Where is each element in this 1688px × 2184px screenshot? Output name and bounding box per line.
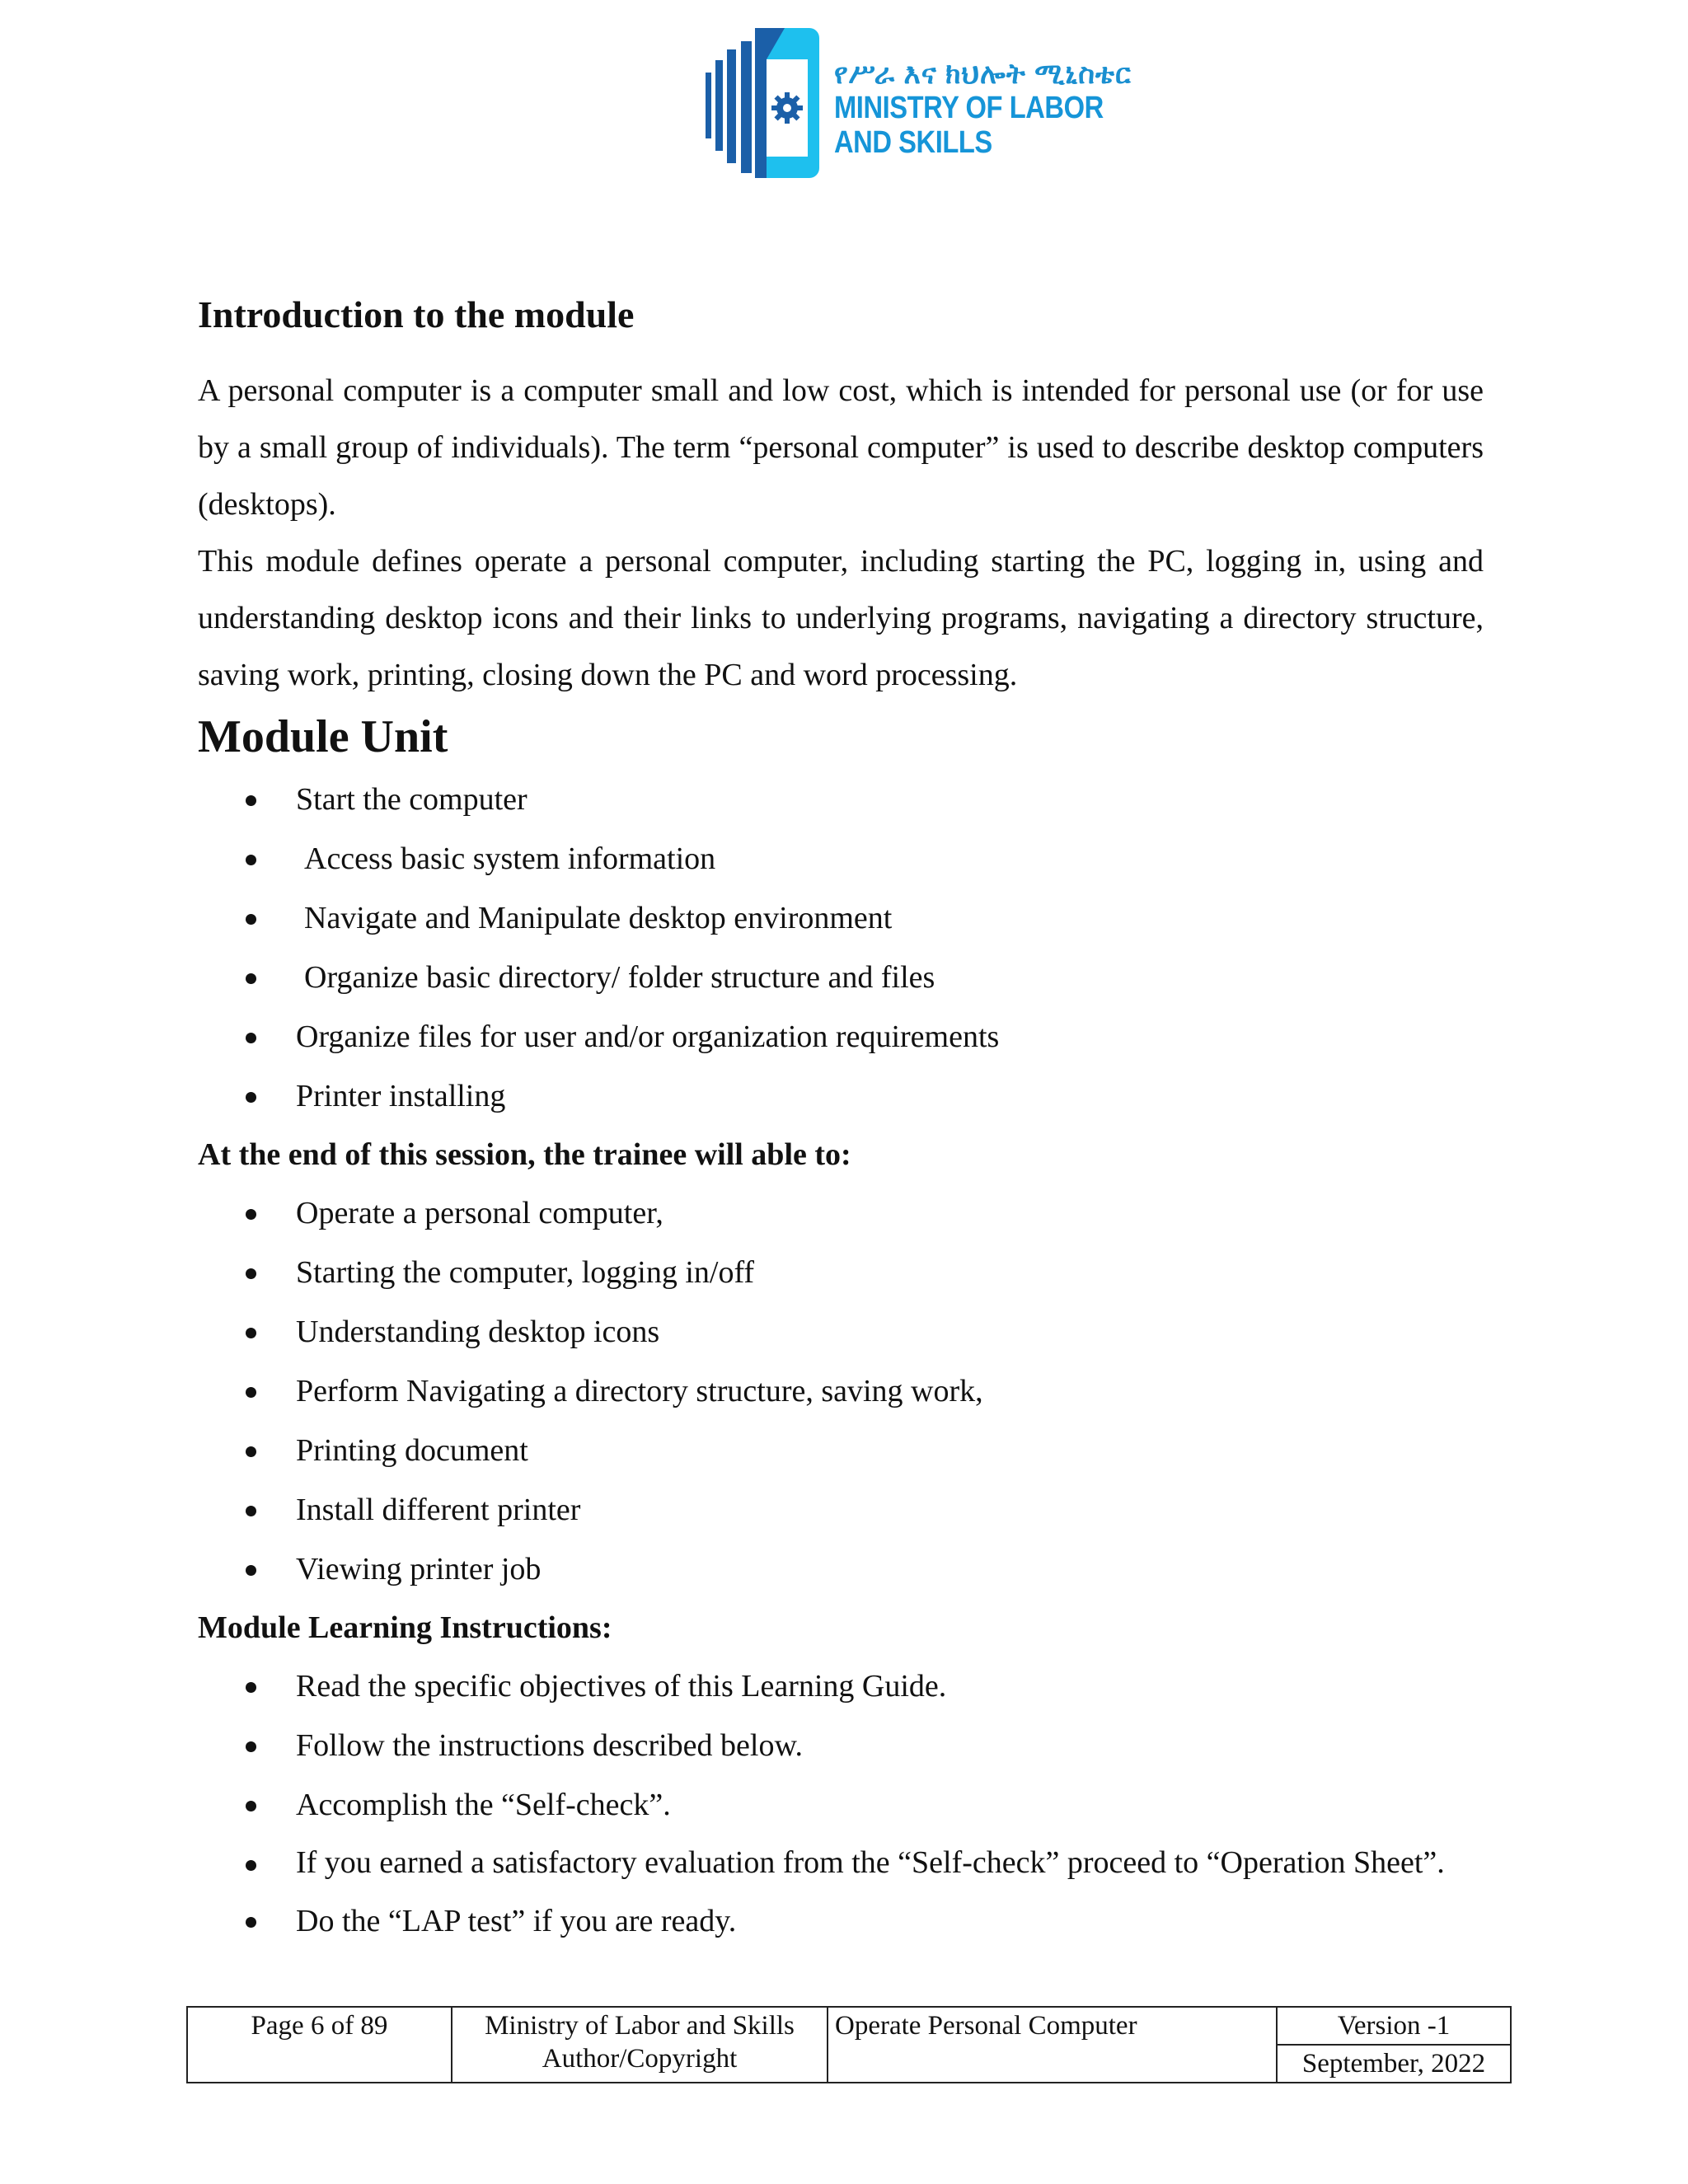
ministry-logo	[706, 23, 1132, 180]
bullet-icon	[246, 1917, 256, 1928]
bullet-icon	[246, 1328, 256, 1338]
list-item: Viewing printer job	[198, 1540, 1484, 1599]
logo-name-line1: MINISTRY OF LABOR	[834, 91, 1104, 125]
intro-paragraph-2: This module defines operate a personal computer, including starting the PC, logging in, using and understanding desktop icons and their links to underlying programs, navigating a directory structure, saving work, printing, closing down the PC and word processing.	[198, 544, 1484, 692]
bullet-icon	[246, 855, 256, 865]
bullet-icon	[246, 1682, 256, 1693]
page-content	[198, 290, 1484, 1951]
bullet-icon	[246, 795, 256, 806]
instructions-heading: Module Learning Instructions:	[198, 1610, 612, 1645]
list-item: Read the specific objectives of this Learning Guide.	[198, 1657, 1484, 1716]
footer-date: September, 2022	[1277, 2045, 1511, 2083]
bullet-icon	[246, 1860, 256, 1871]
intro-heading: Introduction to the module	[198, 293, 635, 335]
bullet-icon	[246, 914, 256, 925]
bullet-icon	[246, 1387, 256, 1398]
bullet-icon	[246, 1506, 256, 1516]
footer-organization: Ministry of Labor and Skills Author/Copyright	[452, 2007, 828, 2083]
bullet-icon	[246, 1268, 256, 1279]
page-footer	[186, 2006, 1512, 2083]
list-item: Operate a personal computer,	[198, 1183, 1484, 1243]
outcomes-heading: At the end of this session, the trainee will able to:	[198, 1137, 851, 1172]
list-item: Organize basic directory/ folder structure and files	[198, 948, 1484, 1007]
logo-name-line2: AND SKILLS	[834, 125, 992, 160]
list-item: Perform Navigating a directory structure, saving work,	[198, 1361, 1484, 1421]
intro-paragraph-1: A personal computer is a computer small and low cost, which is intended for personal use (or for use by a small group of individuals). The term “personal computer” is used to describe desktop computers (desktops).	[198, 373, 1484, 522]
outcomes-list	[198, 1183, 1484, 1599]
list-item: Understanding desktop icons	[198, 1302, 1484, 1361]
list-item: If you earned a satisfactory evaluation from the “Self-check” proceed to “Operation Sheet”.	[198, 1835, 1484, 1891]
bullet-icon	[246, 1446, 256, 1457]
bullet-icon	[246, 1741, 256, 1752]
list-item: Starting the computer, logging in/off	[198, 1243, 1484, 1302]
bullet-icon	[246, 1209, 256, 1220]
list-item: Accomplish the “Self-check”.	[198, 1775, 1484, 1835]
bullet-icon	[246, 1565, 256, 1576]
list-item: Organize files for user and/or organization requirements	[198, 1007, 1484, 1066]
list-item: Do the “LAP test” if you are ready.	[198, 1891, 1484, 1951]
instructions-list	[198, 1657, 1484, 1951]
list-item: Printing document	[198, 1421, 1484, 1480]
module-unit-heading: Module Unit	[198, 711, 448, 762]
list-item: Printer installing	[198, 1066, 1484, 1126]
list-item: Install different printer	[198, 1480, 1484, 1540]
bullet-icon	[246, 1092, 256, 1103]
logo-text	[834, 58, 1147, 160]
logo-amharic-name: የሥራ እና ክህሎት ሚኒስቴር	[834, 59, 1132, 90]
footer-module-title: Operate Personal Computer	[828, 2007, 1277, 2083]
footer-page-number: Page 6 of 89	[187, 2007, 452, 2083]
list-item: Follow the instructions described below.	[198, 1716, 1484, 1775]
list-item: Start the computer	[198, 770, 1484, 829]
bullet-icon	[246, 1033, 256, 1043]
bullet-icon	[246, 973, 256, 984]
module-unit-list	[198, 770, 1484, 1126]
bullet-icon	[246, 1801, 256, 1811]
footer-version: Version -1	[1277, 2007, 1511, 2045]
list-item: Access basic system information	[198, 829, 1484, 888]
ministry-emblem-icon	[706, 23, 829, 180]
list-item: Navigate and Manipulate desktop environment	[198, 888, 1484, 948]
